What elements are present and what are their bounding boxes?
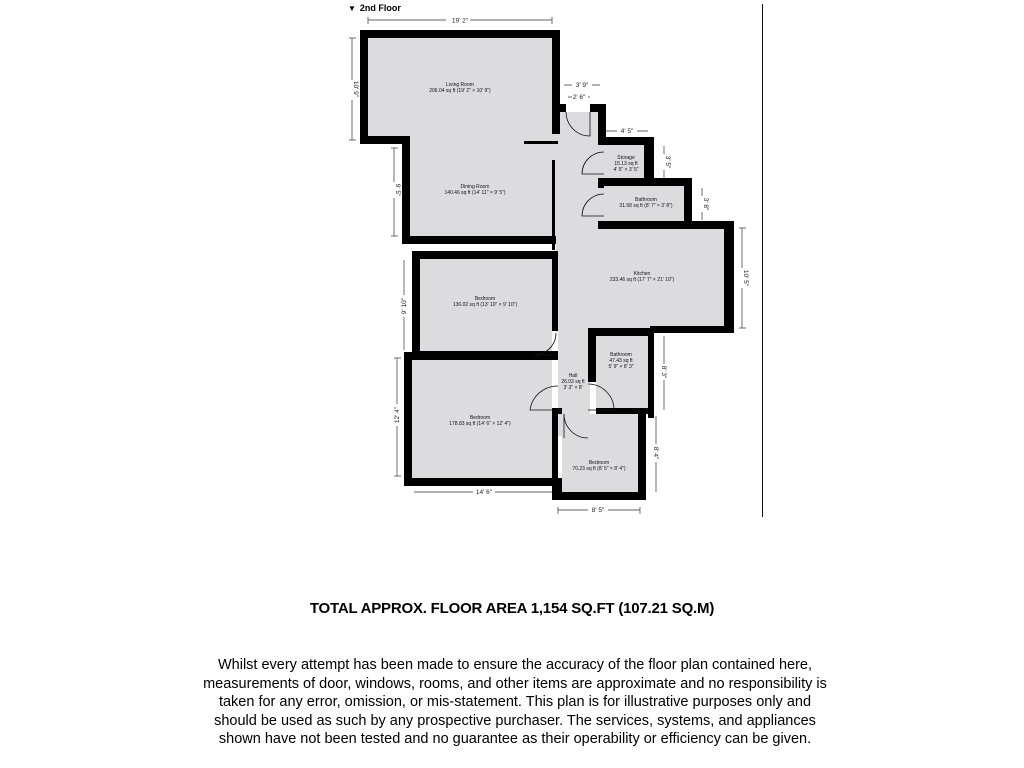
room-dims: 3' 3" × 8' (563, 385, 583, 391)
triangle-down-icon: ▼ (348, 4, 356, 13)
room-bathroom-2 (608, 352, 633, 370)
room-area: 47.43 sq ft (609, 358, 633, 364)
room-area: 31.58 sq ft (8' 7" × 3' 8") (619, 203, 673, 209)
room-area: 140.46 sq ft (14' 11" × 9' 5") (444, 190, 506, 196)
room-dims: 5' 9" × 8' 3" (608, 364, 634, 370)
room-area: 206.04 sq ft (19' 2" × 10' 9") (429, 88, 491, 94)
room-area: 233.46 sq ft (17' 7" × 21' 10") (609, 277, 675, 283)
room-area: 26.03 sq ft (561, 379, 585, 385)
floor-label: 2nd Floor (359, 3, 401, 13)
disclaimer-text: Whilst every attempt has been made to ensure the accuracy of the floor plan contained here, measurements of door, windows, rooms, and other items are approximate and no responsibility is taken for any error, omission, or mis-statement. This plan is for illustrative purposes only and should be used as such by any prospective purchaser. The services, systems, and appliances shown have not been tested and no guarantee as their operability or efficiency can be given. (203, 657, 827, 748)
dim-living-width: 19' 2" (451, 17, 469, 25)
room-name: Living Room (446, 82, 474, 88)
dim-bedroom1-height: 9' 10" (401, 297, 408, 315)
dim-bedroom3-width: 8' 5" (591, 507, 605, 514)
dim-storage-height: 3' 5" (664, 155, 671, 169)
room-area: 15.13 sq ft (614, 161, 638, 167)
dim-bedroom2-height: 12' 4" (394, 406, 401, 424)
dim-entry-inner: 2' 6" (572, 94, 586, 101)
room-name: Bathroom (635, 197, 657, 203)
room-name: Bathroom (610, 352, 632, 358)
room-name: Bedroom (469, 415, 491, 421)
room-area: 70.23 sq ft (8' 5" × 8' 4") (572, 466, 626, 472)
dim-bedroom3-height: 8' 4" (652, 446, 659, 460)
total-floor-area: TOTAL APPROX. FLOOR AREA 1,154 SQ.FT (107.21 SQ.M) (309, 600, 715, 617)
room-name: Hall (568, 373, 578, 379)
room-dims: 4' 5" × 3' 5" (613, 167, 639, 173)
dim-dining-height: 9' 5" (394, 183, 401, 197)
room-name: Kitchen (633, 271, 651, 277)
room-name: Bedroom (474, 296, 496, 302)
dim-bedroom2-width: 14' 6" (475, 489, 493, 496)
dim-living-height: 10' 9" (352, 80, 359, 98)
dim-kitchen-height: 10' 5" (742, 269, 749, 287)
dim-entry-outer: 3' 9" (575, 82, 589, 89)
room-fills (368, 38, 724, 492)
dim-bathroom2-height: 8' 3" (660, 365, 667, 379)
room-area: 178.83 sq ft (14' 6" × 12' 4") (449, 421, 511, 427)
room-name: Dining Room (460, 184, 490, 190)
room-name: Storage (617, 155, 635, 161)
room-name: Bedroom (588, 460, 610, 466)
dim-storage-width: 4' 5" (620, 128, 634, 135)
dim-bathroom1-height: 3' 8" (702, 197, 709, 211)
room-area: 136.02 sq ft (13' 10" × 9' 10") (452, 302, 518, 308)
